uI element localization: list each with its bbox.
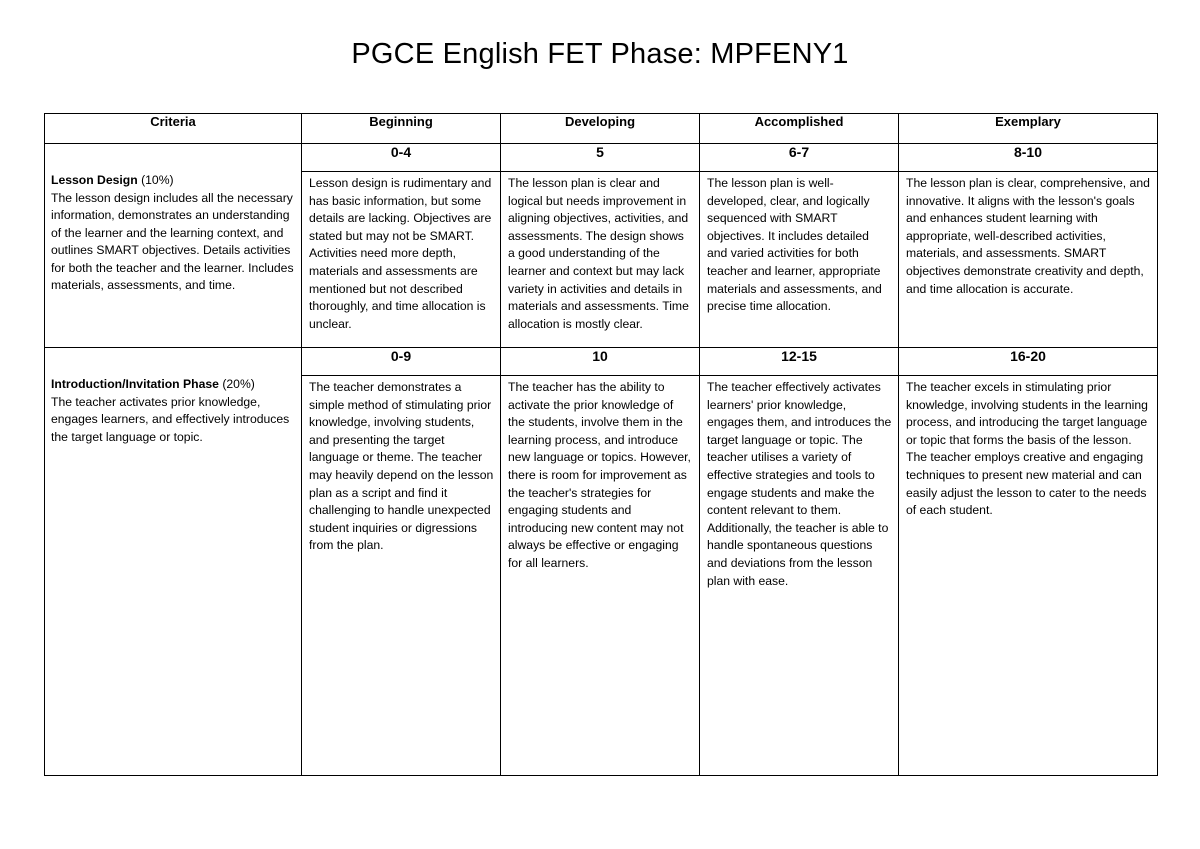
score-beginning: 0-4: [302, 144, 501, 172]
score-developing: 5: [501, 144, 700, 172]
descriptor-beginning: Lesson design is rudimentary and has basic information, but some details are lacking. Objectives are stated but may not be SMART. Activities need more depth, materials and assessments are mentioned but not described thoroughly, and time allocation is unclear.: [302, 172, 501, 348]
criterion-name: Introduction/Invitation Phase: [51, 377, 219, 391]
header-accomplished: Accomplished: [700, 114, 899, 144]
criterion-introduction: [45, 348, 302, 776]
score-developing: 10: [501, 348, 700, 376]
descriptor-developing: The lesson plan is clear and logical but needs improvement in aligning objectives, activities, and assessments. The design shows a good understanding of the learner and context but may lack variety in activities and details in materials and assessments. Time allocation is mostly clear.: [501, 172, 700, 348]
descriptor-beginning: The teacher demonstrates a simple method of stimulating prior knowledge, involving students, and presenting the target language or theme. The teacher may heavily depend on the lesson plan as a script and find it challenging to handle unexpected student inquiries or digressions from the plan.: [302, 376, 501, 776]
score-row-lesson-design: [45, 144, 1158, 172]
descriptor-developing: The teacher has the ability to activate the prior knowledge of the students, involve them in the learning process, and introduce new language or topics. However, there is room for improvement as the teacher's strategies for engaging students and introducing new content may not always be effective or engaging for all learners.: [501, 376, 700, 776]
criterion-lesson-design: [45, 144, 302, 348]
header-beginning: Beginning: [302, 114, 501, 144]
descriptor-accomplished: The lesson plan is well-developed, clear, and logically sequenced with SMART objectives. It includes detailed and varied activities for both teacher and learner, appropriate materials and assessments, and precise time allocation.: [700, 172, 899, 348]
score-accomplished: 12-15: [700, 348, 899, 376]
descriptor-exemplary: The lesson plan is clear, comprehensive, and innovative. It aligns with the lesson's goals and enhances student learning with appropriate, well-described activities, materials, and assessments. SMART objectives demonstrate creativity and depth, and time allocation is accurate.: [899, 172, 1158, 348]
descriptor-accomplished: The teacher effectively activates learners' prior knowledge, engages them, and introduces the target language or topic. The teacher utilises a variety of effective strategies and tools to engage students and make the content relevant to them. Additionally, the teacher is able to handle spontaneous questions and deviations from the lesson plan with ease.: [700, 376, 899, 776]
criterion-name: Lesson Design: [51, 173, 138, 187]
header-row: [45, 114, 1158, 144]
criterion-weight: (20%): [222, 377, 255, 391]
criterion-description: The lesson design includes all the necessary information, demonstrates an understanding of the learner and the learning context, and outlines SMART objectives. Details activities for both the teacher and the learner. Includes materials, assessments, and time.: [51, 190, 294, 292]
rubric-table: [44, 113, 1158, 776]
score-accomplished: 6-7: [700, 144, 899, 172]
header-developing: Developing: [501, 114, 700, 144]
score-row-introduction: [45, 348, 1158, 376]
criterion-weight: (10%): [141, 173, 174, 187]
score-beginning: 0-9: [302, 348, 501, 376]
header-exemplary: Exemplary: [899, 114, 1158, 144]
score-exemplary: 8-10: [899, 144, 1158, 172]
header-criteria: Criteria: [45, 114, 302, 144]
score-exemplary: 16-20: [899, 348, 1158, 376]
criterion-description: The teacher activates prior knowledge, engages learners, and effectively introduces the target language or topic.: [51, 394, 290, 444]
document-title: PGCE English FET Phase: MPFENY1: [351, 38, 849, 70]
descriptor-exemplary: The teacher excels in stimulating prior knowledge, involving students in the learning process, and introducing the target language or topic that forms the basis of the lesson. The teacher employs creative and engaging techniques to present new material and can easily adjust the lesson to cater to the needs of each student.: [899, 376, 1158, 776]
